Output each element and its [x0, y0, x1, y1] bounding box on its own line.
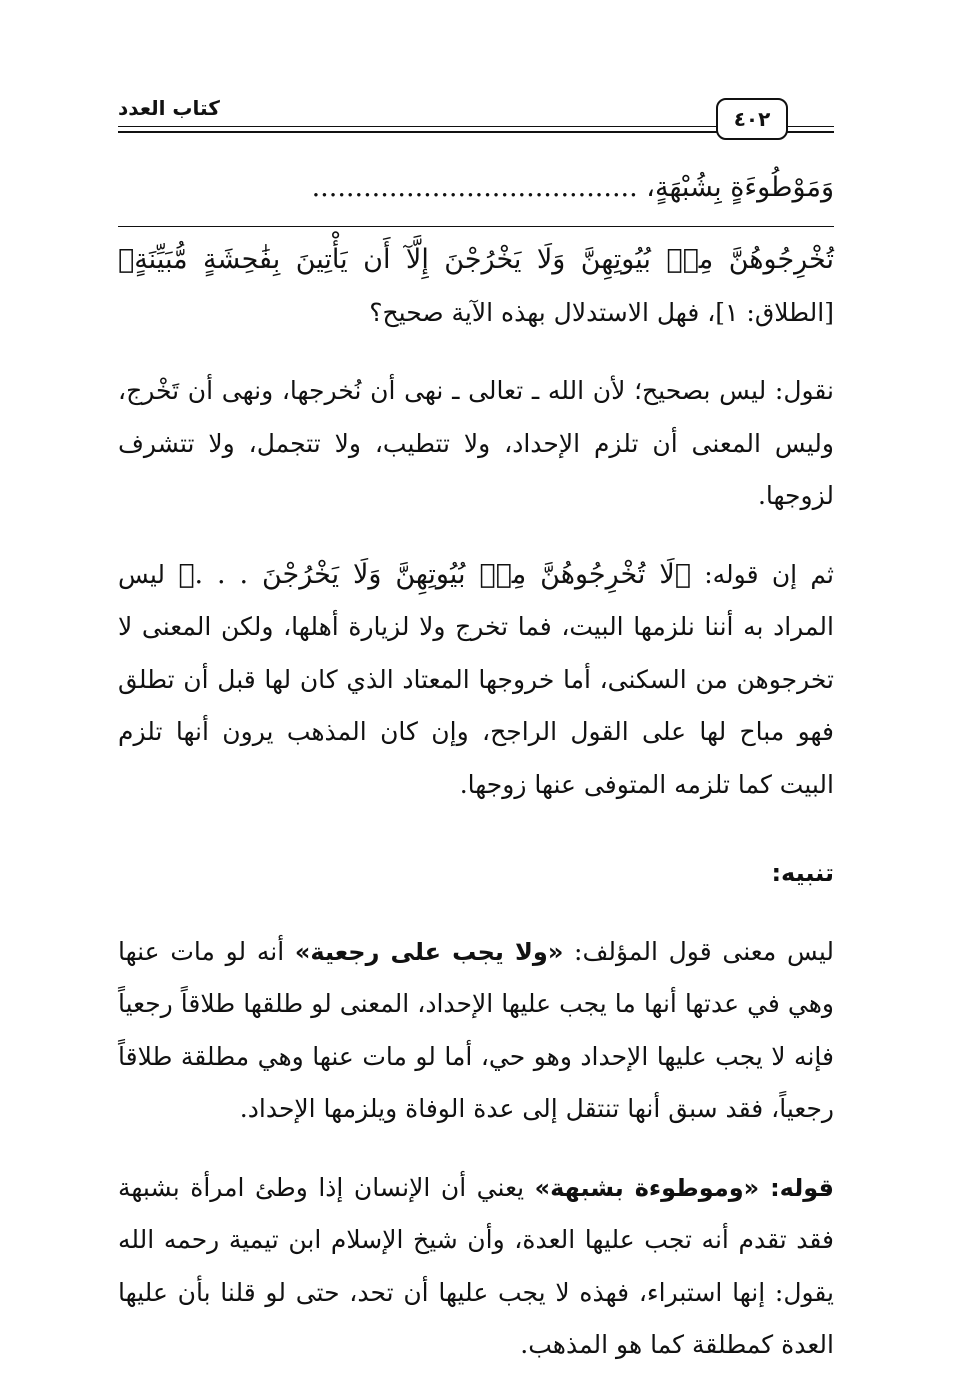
- paragraph-4: [118, 926, 834, 1136]
- paragraph-5-text: يعني أن الإنسان إذا وطئ امرأة بشبهة فقد تقدم أنه تجب عليها العدة، وأن شيخ الإسلام ابن تيمية رحمه الله يقول: إنها استبراء، فهذه لا يجب عليها أن تحد، حتى لو قلنا بأن عليها العدة كمطلقة كما هو المذهب.: [118, 1172, 834, 1359]
- paragraph-3-start: ثم إن قوله:: [690, 559, 834, 589]
- page-header: [118, 92, 834, 146]
- qawluhu-label: قوله:: [770, 1173, 834, 1202]
- body-text: [118, 234, 834, 1372]
- quran-verse-2: ﴿لَا تُخْرِجُوهُنَّ مِنۢ بُيُوتِهِنَّ وَلَا يَخْرُجْنَ . . .﴾: [178, 558, 691, 590]
- page-number: ٤٠٢: [716, 98, 788, 140]
- quoted-phrase: «ولا يجب على رجعية»: [294, 937, 564, 966]
- paragraph-1: [118, 234, 834, 339]
- paragraph-2: نقول: ليس بصحيح؛ لأن الله ـ تعالى ـ نهى أن نُخرجها، ونهى أن تَخْرج، وليس المعنى أن تلزم الإحداد، ولا تتطيب، ولا تتجمل، ولا تتشرف لزوجها.: [118, 376, 834, 510]
- matn-divider: [118, 226, 834, 227]
- paragraph-4-text: أنه لو مات عنها وهي في عدتها أنها ما يجب عليها الإحداد، المعنى لو طلقها طلاقاً رجعياً فإنه لا يجب عليها الإحداد وهو حي، أما لو مات عنها وهي مطلقة طلاقاً رجعياً، فقد سبق أنها تنتقل إلى عدة الوفاة ويلزمها الإحداد.: [118, 936, 834, 1123]
- paragraph-1-text: [الطلاق: ١]، فهل الاستدلال بهذه الآية صحيح؟: [369, 297, 834, 327]
- book-title: كتاب العدد: [118, 96, 220, 120]
- paragraph-5: [118, 1162, 834, 1372]
- quran-verse: تُخْرِجُوهُنَّ مِنۢ بُيُوتِهِنَّ وَلَا يَخْرُجْنَ إِلَّآ أَن يَأْتِينَ بِفَٰحِشَةٍ مُّبَيِّنَةٍ﴾: [118, 244, 834, 275]
- paragraph-3-text: ليس المراد به أننا نلزمها البيت، فما تخرج ولا لزيارة أهلها، ولكن المعنى لا تخرجوهن من السكنى، أما خروجها المعتاد الذي كان لها قبل أن تطلق فهو مباح لها على القول الراجح، وإن كان المذهب يرون أنها تلزم البيت كما تلزمه المتوفى عنها زوجها.: [118, 559, 834, 799]
- notice-heading: تنبيه:: [771, 859, 834, 887]
- matn-line: وَمَوْطُوءَةٍ بِشُبْهَةٍ، ......................................: [311, 172, 834, 203]
- quoted-phrase-2: «وموطوءة بشبهة»: [534, 1173, 771, 1202]
- paragraph-3: [118, 549, 834, 812]
- paragraph-4-start: ليس معنى قول المؤلف:: [563, 936, 834, 966]
